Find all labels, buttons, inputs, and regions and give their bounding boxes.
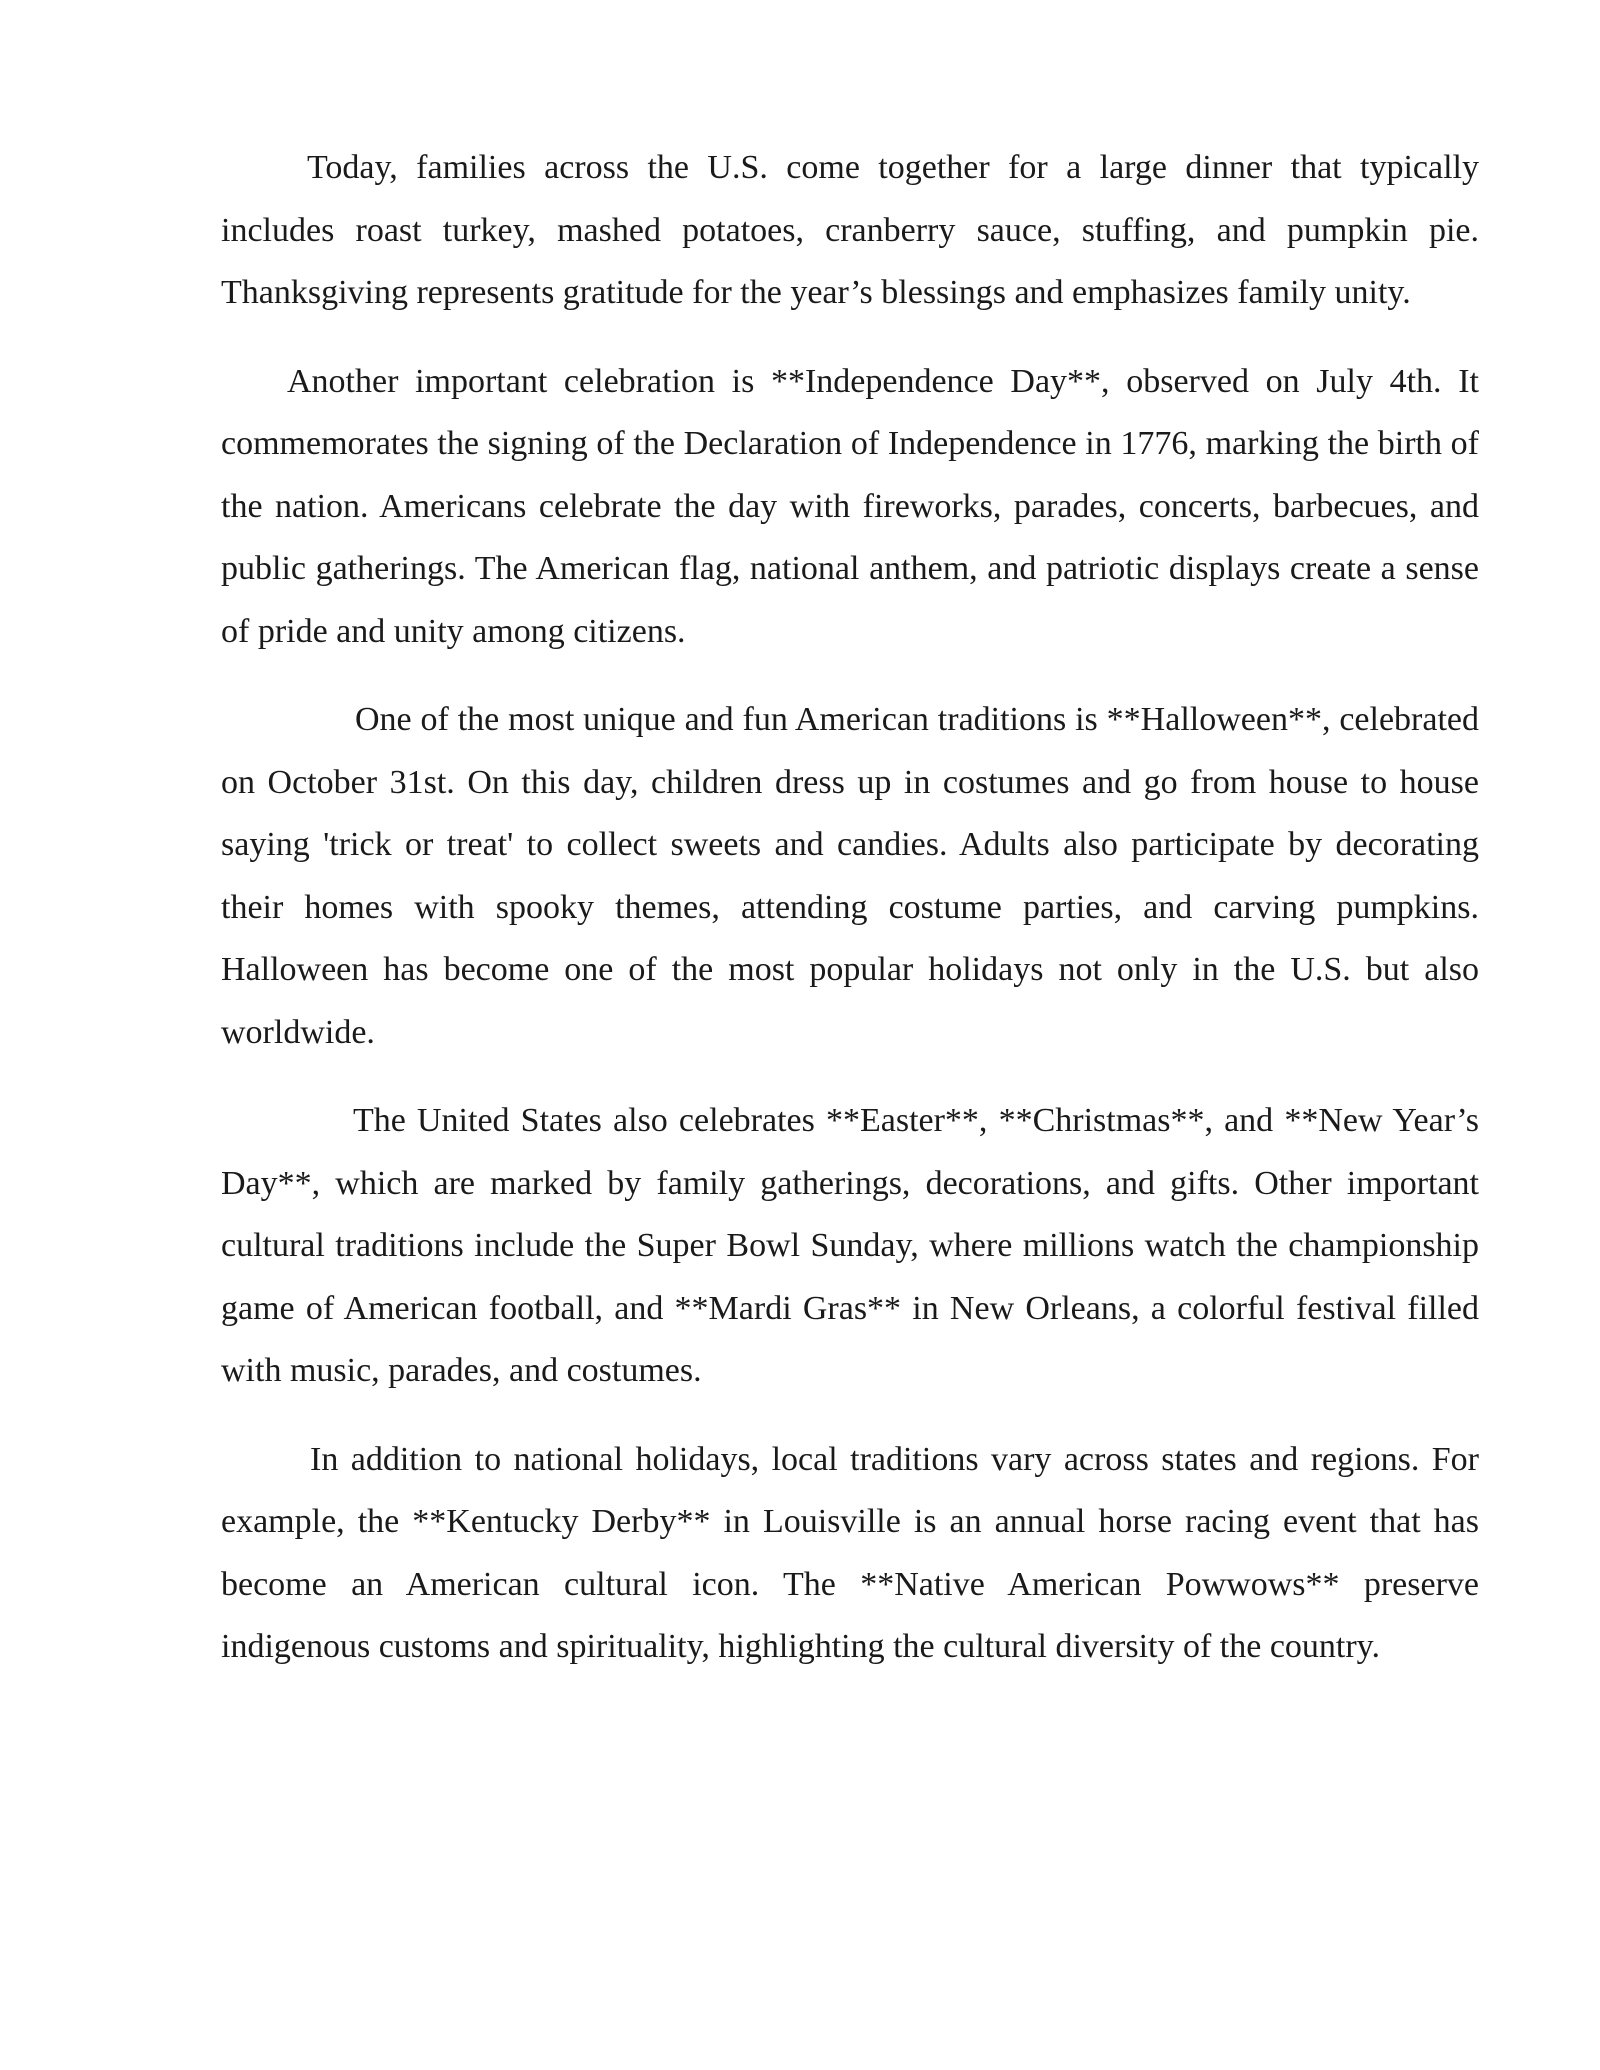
paragraph-halloween: One of the most unique and fun American traditions is **Halloween**, celebrated on October 31st. On this day, children dress up in costumes and go from house to house saying 'trick or treat' to collect sweets and candies. Adults also participate by decorating their homes with spooky themes, attending costume parties, and carving pumpkins. Halloween has become one of the most popular holidays not only in the U.S. but also worldwide. — [221, 701, 1479, 1051]
paragraph-other-holidays: The United States also celebrates **Easter**, **Christmas**, and **New Year’s Day**, which are marked by family gatherings, decorations, and gifts. Other important cultural traditions include the Super Bowl Sunday, where millions watch the championship game of American football, and **Mardi Gras** in New Orleans, a colorful festival filled with music, parades, and costumes. — [221, 1102, 1479, 1389]
paragraph-independence-day: Another important celebration is **Independence Day**, observed on July 4th. It commemorates the signing of the Declaration of Independence in 1776, marking the birth of the nation. Americans celebrate the day with fireworks, parades, concerts, barbecues, and public gatherings. The American flag, national anthem, and patriotic displays create a sense of pride and unity among citizens. — [221, 362, 1479, 650]
paragraph-thanksgiving: Today, families across the U.S. come together for a large dinner that typically includes roast turkey, mashed potatoes, cranberry sauce, stuffing, and pumpkin pie. Thanksgiving represents gratitude for the year’s blessings and emphasizes family unity. — [221, 149, 1479, 311]
paragraph-local-traditions: In addition to national holidays, local traditions vary across states and regions. For example, the **Kentucky Derby** in Louisville is an annual horse racing event that has become an American cultural icon. The **Native American Powwows** preserve indigenous customs and spirituality, highlighting the cultural diversity of the country. — [221, 1440, 1479, 1665]
document-body — [221, 137, 1479, 1705]
